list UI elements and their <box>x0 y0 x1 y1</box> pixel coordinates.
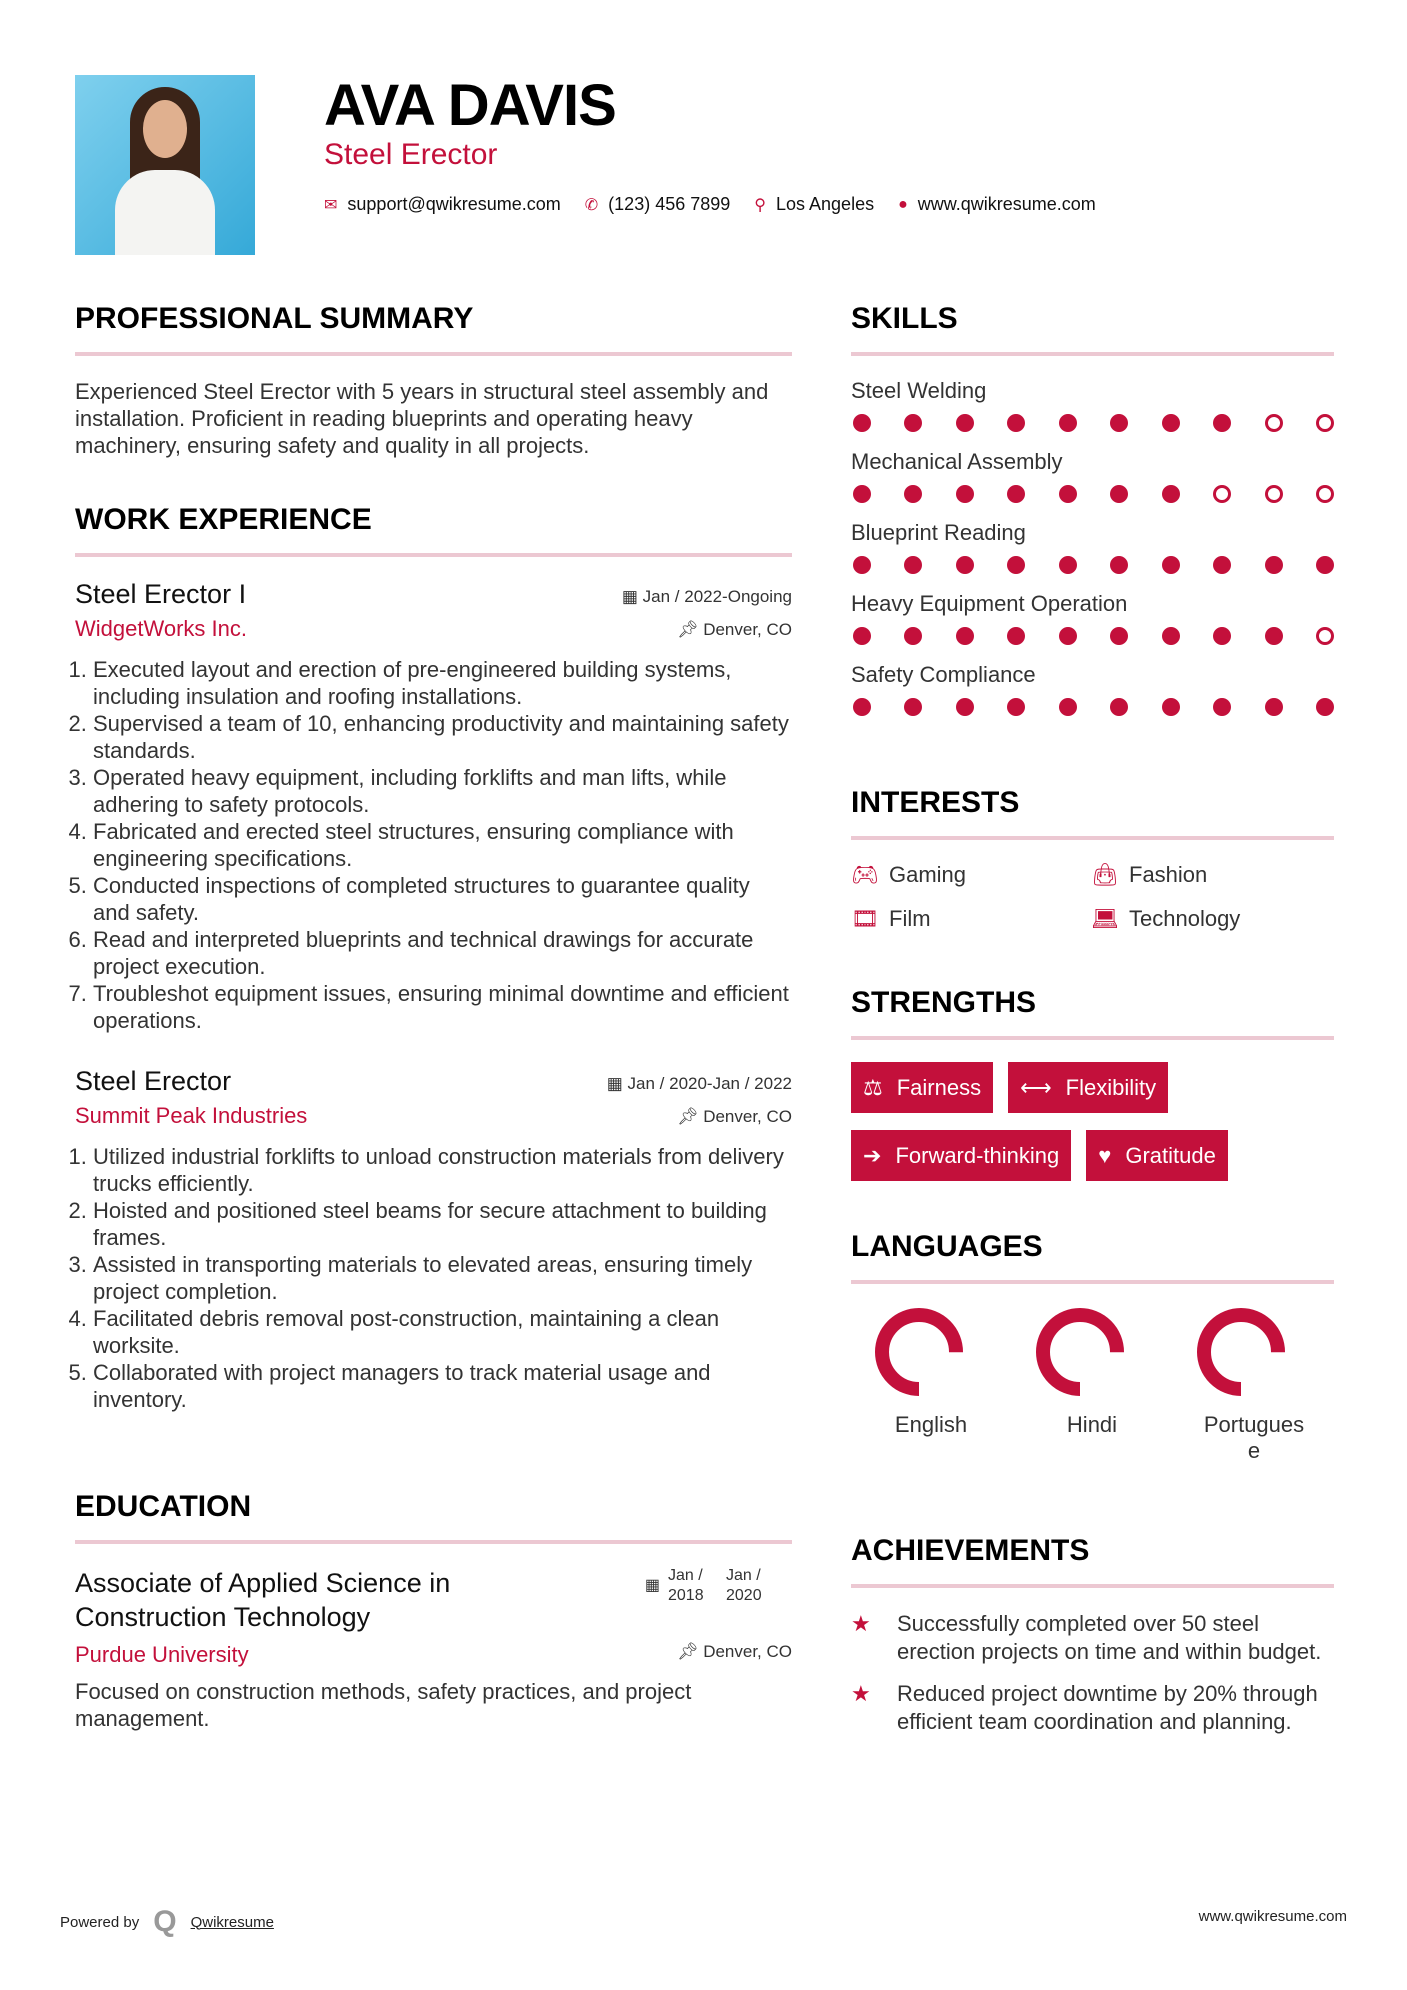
achievement-item <box>851 1680 1334 1736</box>
skill-dot <box>853 698 871 716</box>
education-section <box>75 1490 792 1732</box>
company-name: WidgetWorks Inc. <box>75 616 247 641</box>
language-ring <box>873 1306 965 1398</box>
bullet-item: 2. Supervised a team of 10, enhancing productivity and maintaining safety standards. <box>93 710 792 764</box>
skill-dot <box>1265 556 1283 574</box>
skill-dot <box>904 627 922 645</box>
calendar-icon: ▦ <box>644 1577 660 1594</box>
achievement-text: Reduced project downtime by 20% through efficient team coordination and planning. <box>897 1681 1318 1734</box>
skill-name: Blueprint Reading <box>851 520 1026 545</box>
bullet-item: 2. Hoisted and positioned steel beams for secure attachment to building frames. <box>93 1197 792 1251</box>
skill-dot <box>1316 698 1334 716</box>
language-item <box>851 1306 1012 1464</box>
language-arc <box>1043 1315 1117 1389</box>
skill-dot <box>853 414 871 432</box>
skill-rating <box>851 698 1334 716</box>
skill-dot <box>904 414 922 432</box>
achievements-section <box>851 1534 1334 1750</box>
location: Los Angeles <box>776 194 875 214</box>
strength-label: Flexibility <box>1065 1074 1157 1100</box>
edu-location: Denver, CO <box>703 1642 792 1661</box>
arrows-horizontal-icon: ⟷ <box>1020 1074 1052 1100</box>
globe-icon: ● <box>898 195 908 213</box>
job-bullets <box>75 656 792 1034</box>
strength-badge <box>851 1130 1071 1181</box>
skill-dot <box>1007 556 1025 574</box>
skill-dot <box>956 627 974 645</box>
interest-item <box>851 906 1091 932</box>
candidate-title: Steel Erector <box>324 138 498 171</box>
languages-section <box>851 1230 1334 1464</box>
language-item <box>1012 1306 1173 1464</box>
language-arc <box>1204 1315 1278 1389</box>
skill-dot <box>1007 485 1025 503</box>
skill-name: Safety Compliance <box>851 662 1036 687</box>
skill-item <box>851 591 1334 645</box>
skill-rating <box>851 627 1334 645</box>
profile-photo <box>75 75 255 255</box>
footer-powered <box>60 1905 274 1939</box>
calendar-icon: ▦ <box>621 587 638 606</box>
calendar-icon: ▦ <box>606 1074 623 1093</box>
section-heading: PROFESSIONAL SUMMARY <box>75 302 792 356</box>
skill-rating <box>851 556 1334 574</box>
qwikresume-logo-icon: Q <box>153 1905 177 1938</box>
skill-dot <box>1110 556 1128 574</box>
interest-label: Gaming <box>889 862 967 887</box>
strength-label: Forward-thinking <box>895 1142 1060 1168</box>
strength-badge <box>1086 1130 1228 1181</box>
skill-name: Mechanical Assembly <box>851 449 1063 474</box>
skill-dot <box>1162 485 1180 503</box>
company-name: Summit Peak Industries <box>75 1103 308 1128</box>
interest-item <box>851 862 1091 888</box>
skill-dot <box>904 485 922 503</box>
phone: (123) 456 7899 <box>608 194 731 214</box>
bullet-item: 4. Fabricated and erected steel structures, ensuring compliance with engineering specifications. <box>93 818 792 872</box>
bullet-item: 3. Operated heavy equipment, including forklifts and man lifts, while adhering to safety protocols. <box>93 764 792 818</box>
skill-dot <box>1007 414 1025 432</box>
skill-dot <box>1162 627 1180 645</box>
section-heading: ACHIEVEMENTS <box>851 1534 1334 1588</box>
interests-section <box>851 786 1334 932</box>
skill-name: Steel Welding <box>851 378 987 403</box>
strength-badge <box>851 1062 993 1113</box>
job-location: Denver, CO <box>703 1107 792 1126</box>
language-arc <box>882 1315 956 1389</box>
phone-icon: ✆ <box>584 196 599 214</box>
email[interactable]: support@qwikresume.com <box>347 194 561 214</box>
envelope-icon: ✉ <box>324 196 338 214</box>
skill-dot <box>1162 556 1180 574</box>
interest-label: Technology <box>1129 906 1241 931</box>
section-heading: INTERESTS <box>851 786 1334 840</box>
section-heading: LANGUAGES <box>851 1230 1334 1284</box>
website[interactable]: www.qwikresume.com <box>917 194 1096 214</box>
skill-dot <box>1162 414 1180 432</box>
heart-icon: ♥ <box>1098 1142 1112 1168</box>
bullet-item: 7. Troubleshot equipment issues, ensuring minimal downtime and efficient operations. <box>93 980 792 1034</box>
skill-dot <box>1316 414 1334 432</box>
language-ring <box>1034 1306 1126 1398</box>
skill-dot <box>1059 627 1077 645</box>
skill-dot <box>1213 485 1231 503</box>
map-marker-icon: ⚲ <box>754 196 766 214</box>
achievement-item <box>851 1610 1334 1666</box>
interest-item <box>1091 906 1331 932</box>
skills-section <box>851 302 1334 733</box>
laptop-icon: 💻︎ <box>1091 906 1119 931</box>
edu-start: Jan / 2018 <box>668 1567 704 1604</box>
contact-bar <box>324 194 1096 215</box>
skill-item <box>851 520 1334 574</box>
job-dates: Jan / 2020-Jan / 2022 <box>627 1074 792 1093</box>
section-heading: EDUCATION <box>75 1490 792 1544</box>
skill-dot <box>956 556 974 574</box>
language-item <box>1173 1306 1334 1464</box>
bullet-item: 6. Read and interpreted blueprints and technical drawings for accurate project execution. <box>93 926 792 980</box>
skill-dot <box>1059 556 1077 574</box>
skill-dot <box>1059 698 1077 716</box>
degree: Associate of Applied Science in Construction Technology <box>75 1568 451 1632</box>
skill-dot <box>853 485 871 503</box>
skill-dot <box>1316 627 1334 645</box>
skill-dot <box>1059 485 1077 503</box>
skill-dot <box>1213 414 1231 432</box>
skill-item <box>851 449 1334 503</box>
skill-item <box>851 662 1334 716</box>
skill-dot <box>853 627 871 645</box>
school: Purdue University <box>75 1642 249 1667</box>
job-entry <box>75 1066 792 1413</box>
summary-section <box>75 302 792 459</box>
strengths-section <box>851 986 1334 1181</box>
shopping-bag-icon: 👜︎ <box>1091 862 1119 887</box>
skill-dot <box>956 485 974 503</box>
star-icon: ★ <box>851 1681 871 1706</box>
skill-rating <box>851 414 1334 432</box>
job-entry <box>75 579 792 1034</box>
skill-dot <box>1110 485 1128 503</box>
education-text: Focused on construction methods, safety practices, and project management. <box>75 1679 692 1731</box>
section-heading: STRENGTHS <box>851 986 1334 1040</box>
language-ring <box>1195 1306 1287 1398</box>
skill-dot <box>956 698 974 716</box>
edu-end: Jan / 2020 <box>726 1567 762 1604</box>
skill-dot <box>1007 698 1025 716</box>
work-section <box>75 503 792 1413</box>
film-icon: 🎞︎ <box>851 906 879 931</box>
job-dates: Jan / 2022-Ongoing <box>642 587 792 606</box>
skill-dot <box>853 556 871 574</box>
gamepad-icon: 🎮︎ <box>851 862 879 887</box>
language-name: English <box>894 1412 968 1437</box>
skill-dot <box>1265 627 1283 645</box>
footer-url[interactable]: www.qwikresume.com <box>1198 1908 1347 1925</box>
skill-dot <box>1316 485 1334 503</box>
skill-item <box>851 378 1334 432</box>
star-icon: ★ <box>851 1611 871 1636</box>
skill-dot <box>1059 414 1077 432</box>
skill-dot <box>1213 556 1231 574</box>
bullet-item: 1. Utilized industrial forklifts to unload construction materials from delivery trucks efficiently. <box>93 1143 792 1197</box>
pin-icon: 📌︎ <box>676 620 699 639</box>
balance-scale-icon: ⚖ <box>863 1074 883 1100</box>
strength-label: Gratitude <box>1125 1142 1216 1168</box>
job-location: Denver, CO <box>703 620 792 639</box>
skill-dot <box>1265 698 1283 716</box>
strength-badge <box>1008 1062 1168 1113</box>
candidate-name: AVA DAVIS <box>324 73 616 138</box>
skill-dot <box>1162 698 1180 716</box>
powered-by-text: Powered by <box>60 1913 140 1931</box>
skill-dot <box>1110 414 1128 432</box>
language-name: Portuguese <box>1203 1412 1305 1463</box>
bullet-item: 4. Facilitated debris removal post-construction, maintaining a clean worksite. <box>93 1305 792 1359</box>
section-heading: WORK EXPERIENCE <box>75 503 792 557</box>
skill-rating <box>851 485 1334 503</box>
skill-dot <box>1265 414 1283 432</box>
arrow-right-icon: ➔ <box>863 1142 882 1168</box>
bullet-item: 5. Collaborated with project managers to track material usage and inventory. <box>93 1359 792 1413</box>
job-bullets <box>75 1143 792 1413</box>
summary-text: Experienced Steel Erector with 5 years in structural steel assembly and installation. Proficient in reading blueprints and operating heavy machinery, ensuring safety and quality in all projects. <box>75 379 769 458</box>
pin-icon: 📌︎ <box>676 1107 699 1126</box>
achievement-text: Successfully completed over 50 steel erection projects on time and within budget. <box>897 1611 1322 1664</box>
skill-dot <box>1007 627 1025 645</box>
skill-dot <box>1316 556 1334 574</box>
interest-label: Fashion <box>1129 862 1208 887</box>
pin-icon: 📌︎ <box>676 1642 699 1661</box>
brand-link[interactable]: Qwikresume <box>190 1913 274 1931</box>
section-heading: SKILLS <box>851 302 1334 356</box>
interest-item <box>1091 862 1331 888</box>
bullet-item: 1. Executed layout and erection of pre-engineered building systems, including insulation and roofing installations. <box>93 656 792 710</box>
skill-dot <box>956 414 974 432</box>
skill-dot <box>1213 627 1231 645</box>
skill-dot <box>1265 485 1283 503</box>
job-title: Steel Erector <box>75 1066 232 1096</box>
strength-label: Fairness <box>896 1074 982 1100</box>
skill-name: Heavy Equipment Operation <box>851 591 1128 616</box>
bullet-item: 3. Assisted in transporting materials to elevated areas, ensuring timely project completion. <box>93 1251 792 1305</box>
skill-dot <box>904 556 922 574</box>
skill-dot <box>1213 698 1231 716</box>
skill-dot <box>904 698 922 716</box>
interest-label: Film <box>889 906 931 931</box>
skill-dot <box>1110 627 1128 645</box>
bullet-item: 5. Conducted inspections of completed structures to guarantee quality and safety. <box>93 872 792 926</box>
language-name: Hindi <box>1066 1412 1118 1437</box>
skill-dot <box>1110 698 1128 716</box>
job-title: Steel Erector I <box>75 579 247 609</box>
